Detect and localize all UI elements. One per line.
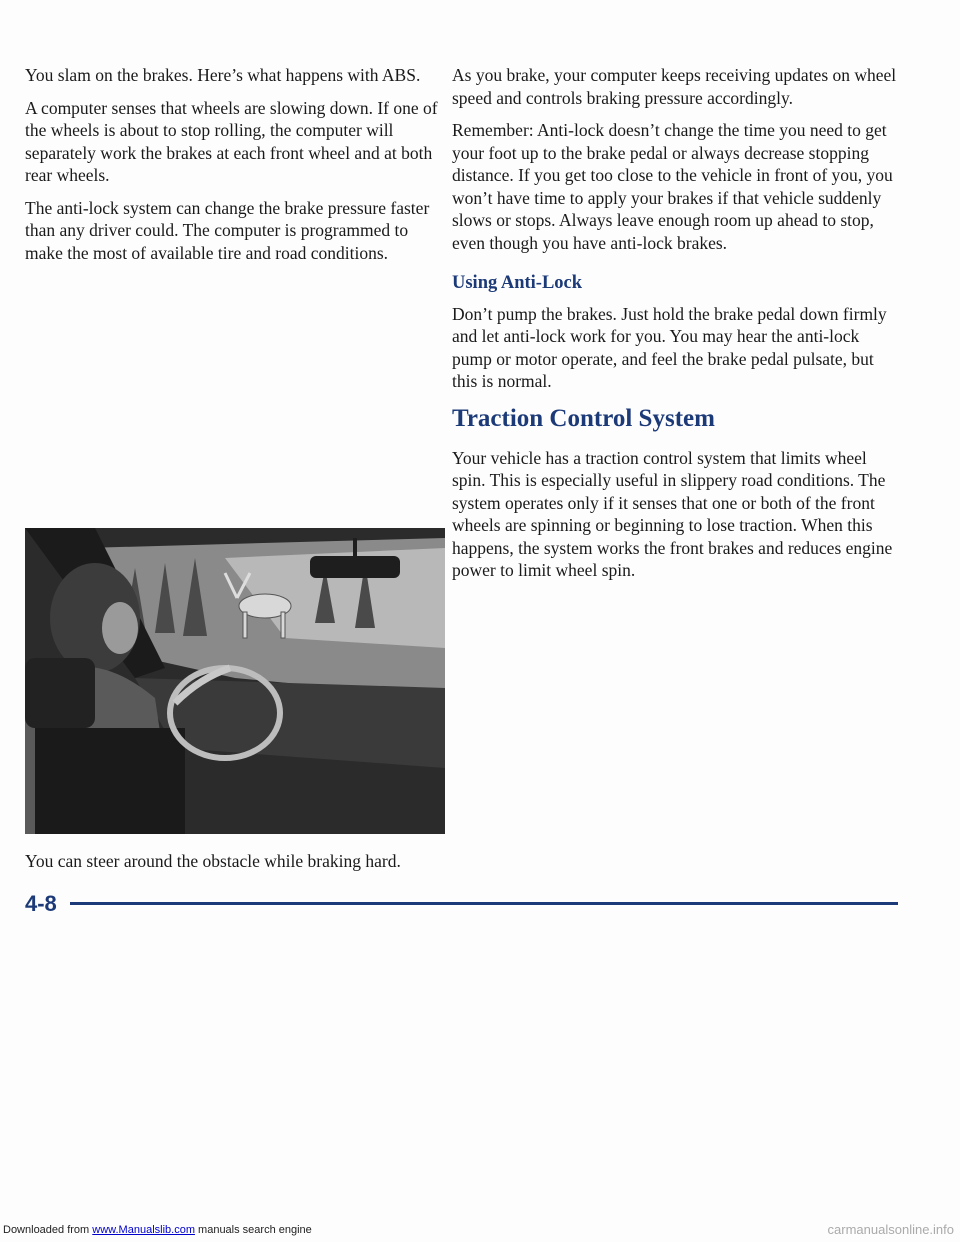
paragraph: The anti-lock system can change the brake pressure faster than any driver could. The computer is programmed to make the most of available tire and road conditions. <box>25 197 430 263</box>
footer-prefix: Downloaded from <box>3 1224 93 1236</box>
paragraph: Don’t pump the brakes. Just hold the brake pedal down firmly and let anti-lock work for you. You may hear the anti-lock pump or motor operate, and feel the brake pedal pulsate, but this is normal. <box>452 303 887 391</box>
page-number: 4-8 <box>25 891 57 916</box>
paragraph: Remember: Anti-lock doesn’t change the time you need to get your foot up to the brake pedal or always decrease stopping distance. If you get too close to the vehicle in front of you, you won’t have time to apply your brakes if that vehicle suddenly slows or stops. Always leave enough room up ahead to stop, even though you have anti-lock brakes. <box>452 120 893 253</box>
illustration-caption: You can steer around the obstacle while braking hard. <box>25 851 401 871</box>
left-column <box>25 64 450 274</box>
watermark: carmanualsonline.info <box>827 1222 954 1237</box>
section-heading-traction-control: Traction Control System <box>452 404 715 432</box>
right-column <box>452 64 902 592</box>
illustration-drawing <box>25 528 445 834</box>
paragraph: As you brake, your computer keeps receiving updates on wheel speed and controls braking pressure accordingly. <box>452 65 897 108</box>
driver-deer-illustration <box>25 528 445 834</box>
paragraph: Your vehicle has a traction control system that limits wheel spin. This is especially useful in slippery road conditions. The system operates only if it senses that one or both of the front wheels are spinning or beginning to lose traction. When this happens, the system works the front brakes and reduces engine power to limit wheel spin. <box>452 447 893 580</box>
subheading-using-anti-lock: Using Anti-Lock <box>452 273 583 293</box>
footer-rule <box>70 902 898 905</box>
download-footer <box>3 1224 312 1236</box>
footer-suffix: manuals search engine <box>194 1224 312 1236</box>
paragraph: A computer senses that wheels are slowing down. If one of the wheels is about to stop rolling, the computer will separately work the brakes at each front wheel and at both rear wheels. <box>25 97 438 185</box>
manualslib-link[interactable]: www.Manualslib.com <box>92 1224 195 1236</box>
paragraph: You slam on the brakes. Here’s what happens with ABS. <box>25 65 421 85</box>
